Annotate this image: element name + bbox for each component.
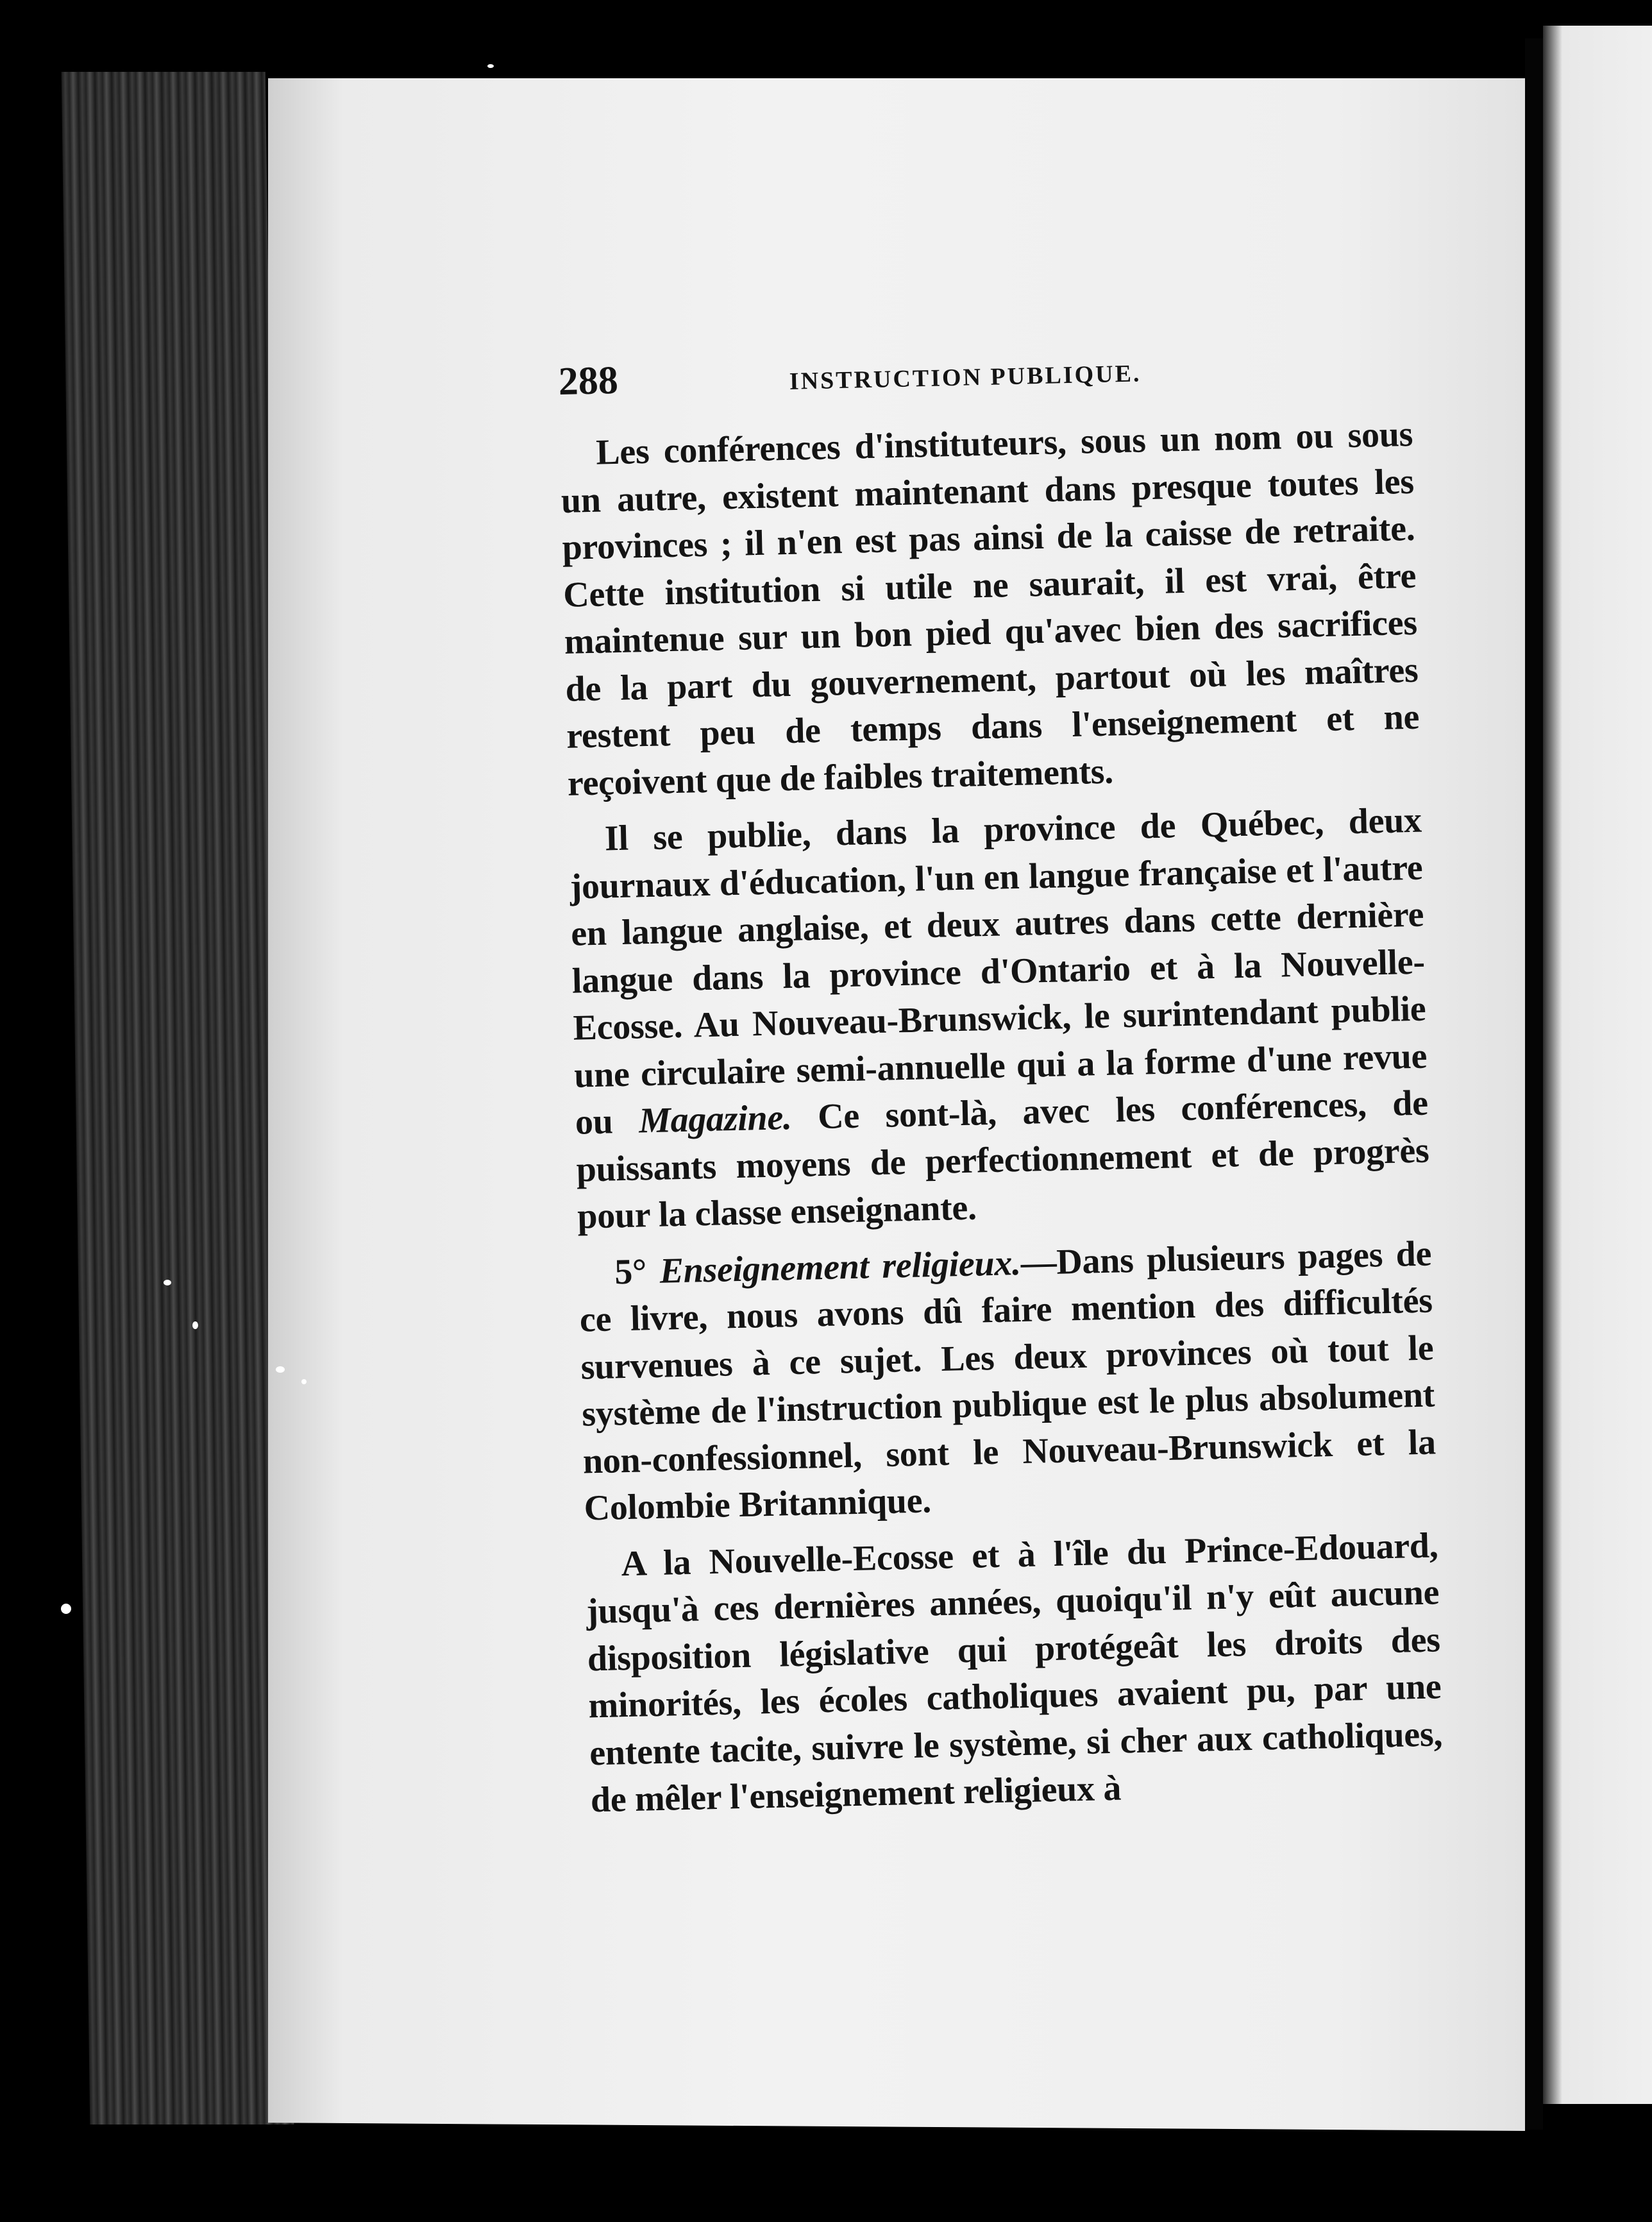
- page-content: [558, 340, 1444, 1833]
- running-title: INSTRUCTION PUBLIQUE.: [789, 360, 1142, 395]
- paragraph-1: [560, 411, 1421, 808]
- paragraph-4-text: A la Nouvelle-Ecosse et à l'île du Prince-Edouard, jusqu'à ces dernières années, quoiqu'il n'y eût aucune disposition législative qui protégeât les droits des minorités, les écoles catholiques avaient pu, par une entente tacite, suivre le système, si cher aux catholiques, de mêler l'enseignement religieux à: [586, 1525, 1443, 1820]
- magazine-italic: Magazine.: [638, 1098, 793, 1141]
- paragraph-1-text: Les conférences d'instituteurs, sous un nom ou sous un autre, existent maintenant dans presque toutes les provinces ; il n'en est pas ainsi de la caisse de retraite. Cette institution si utile ne saurait, il est vrai, être maintenue sur un bon pied qu'avec bien des sacrifices de la part du gouvernement, partout où les maîtres restent peu de temps dans l'enseignement et ne reçoivent que de faibles traitements.: [560, 414, 1420, 804]
- section-number: 5°: [614, 1251, 647, 1292]
- section-title: Enseignement religieux.: [659, 1242, 1022, 1291]
- paragraph-2-text-after: Ce sont-là, avec les conférences, de puissants moyens de perfectionnement et de progrès pour la classe enseignante.: [575, 1083, 1430, 1237]
- binding-gutter: [1525, 38, 1543, 2130]
- facing-page-edge: [1543, 26, 1652, 2104]
- paragraph-3: [578, 1230, 1438, 1532]
- paragraph-2: [568, 797, 1431, 1241]
- paragraph-2-text: Il se publie, dans la province de Québec, deux journaux d'éducation, l'un en langue française et l'autre en langue anglaise, et deux autres dans cette dernière langue dans la province d'Ontario et à la Nouvelle-Ecosse. Au Nouveau-Brunswick, le surintendant publie une circulaire semi-annuelle qui a la forme d'une revue ou: [569, 800, 1428, 1142]
- paragraph-4: [585, 1522, 1444, 1824]
- paragraph-3-text: —Dans plusieurs pages de ce livre, nous avons dû faire mention des difficultés survenues à ce sujet. Les deux provinces où tout le système de l'instruction publique est le plus absolument non-confessionnel, sont le Nouveau-Brunswick et la Colombie Britannique.: [579, 1233, 1437, 1529]
- book-page-edges: [62, 72, 294, 2124]
- page-number: 288: [558, 358, 619, 403]
